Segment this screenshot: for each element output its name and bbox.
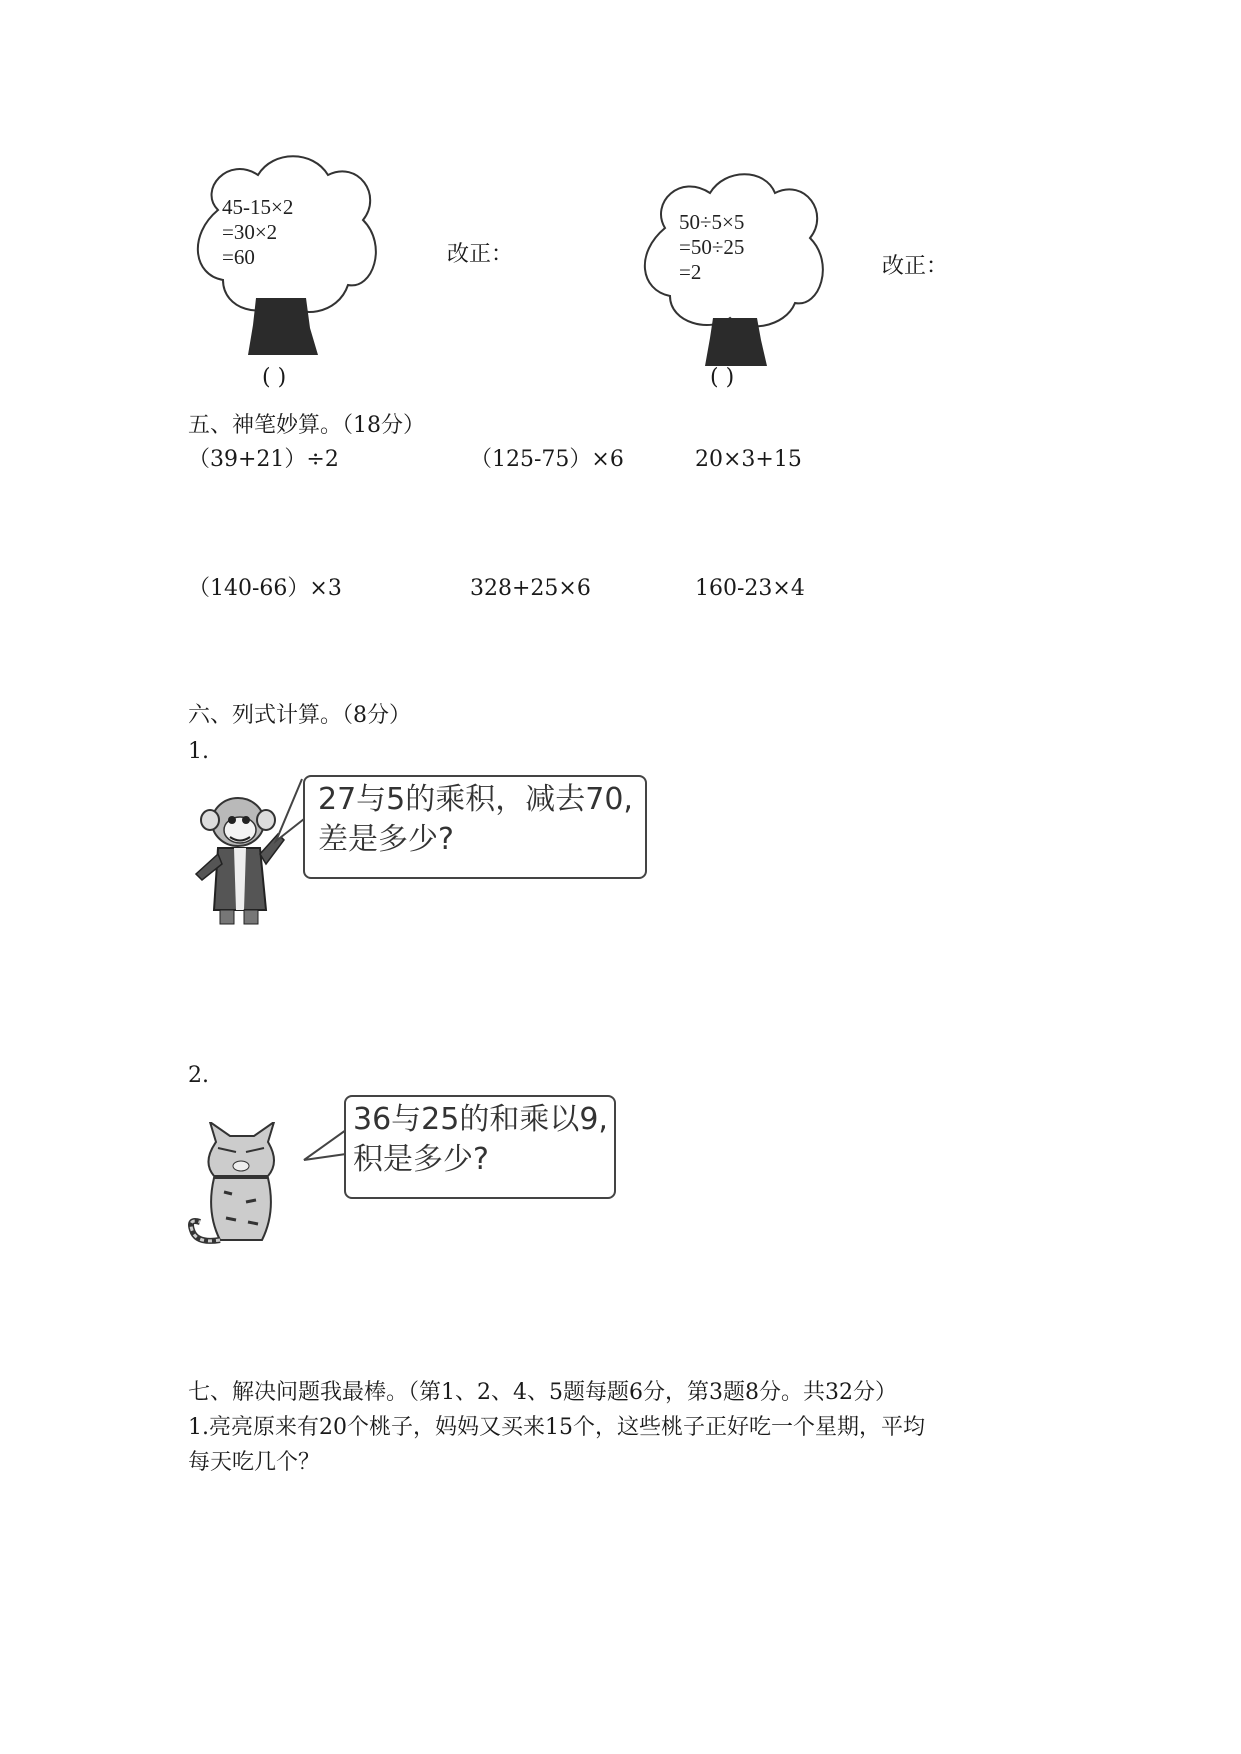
tree-1-line: =30×2 [222, 220, 278, 244]
word-problem-1-line: 每天吃几个？ [188, 1450, 321, 1475]
calc-problem: 160-23×4 [695, 576, 805, 601]
tree-1-line: =60 [222, 245, 255, 269]
tree-2-line: =50÷25 [679, 235, 745, 259]
word-problem-1-line: 1.亮亮原来有20个桃子，妈妈又买来15个，这些桃子正好吃一个星期，平均 [188, 1415, 925, 1440]
tree-2-line: =2 [679, 260, 702, 284]
tree-1-expression [222, 195, 293, 270]
section-5-heading: 五、神笔妙算。（18分） [188, 413, 425, 438]
calc-problem: （140-66）×3 [188, 576, 342, 601]
tree-2-line: 50÷5×5 [679, 210, 745, 234]
tree-2-correction-label: 改正： [882, 254, 949, 279]
tree-2-answer-paren[interactable]: ( ) [710, 365, 735, 390]
section-6-heading: 六、列式计算。（8分） [188, 703, 411, 728]
tree-1-answer-paren[interactable]: ( ) [262, 365, 287, 390]
item-number: 2. [188, 1063, 209, 1088]
speech-bubble-2-text [353, 1100, 608, 1180]
item-number: 1. [188, 739, 209, 764]
speech-bubble-tail [268, 775, 308, 845]
tree-1-line: 45-15×2 [222, 195, 294, 219]
cat-illustration [186, 1122, 296, 1252]
speech-bubble-tail [300, 1120, 350, 1180]
bubble-line: 差是多少? [318, 822, 454, 857]
calc-problem: （125-75）×6 [470, 447, 624, 472]
tree-1-correction-label: 改正： [447, 242, 514, 267]
bubble-line: 积是多少? [353, 1142, 489, 1177]
speech-bubble-1-text [318, 780, 633, 860]
tree-2-expression [679, 210, 744, 285]
section-7-heading: 七、解决问题我最棒。（第1、2、4、5题每题6分，第3题8分。共32分） [188, 1380, 897, 1405]
calc-problem: 20×3+15 [695, 447, 802, 472]
bubble-line: 36与25的和乘以9, [353, 1102, 608, 1137]
calc-problem: （39+21）÷2 [188, 447, 339, 472]
calc-problem: 328+25×6 [470, 576, 591, 601]
bubble-line: 27与5的乘积，减去70, [318, 782, 633, 817]
